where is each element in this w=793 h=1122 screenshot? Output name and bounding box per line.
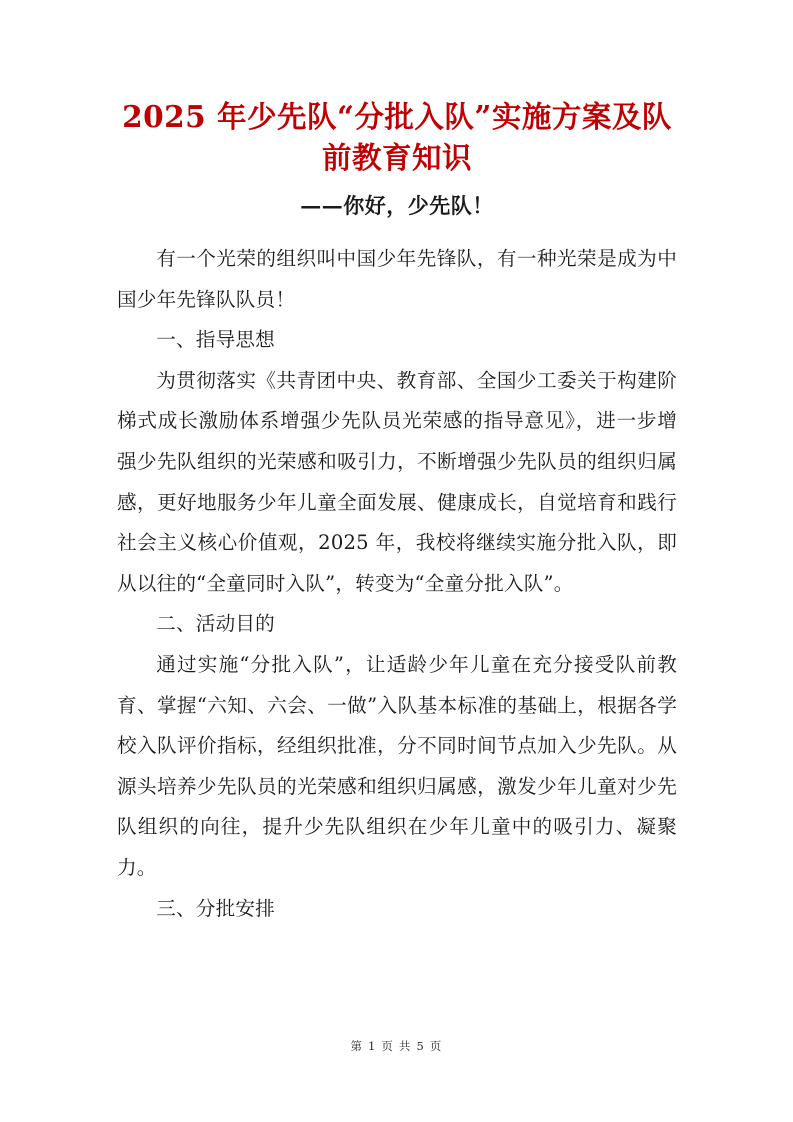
page-title-line-1: 2025 年少先队“分批入队”实施方案及队 [122,99,672,134]
section-heading: 三、分批安排 [156,896,275,920]
body-paragraph: 通过实施“分批入队”，让适龄少年儿童在充分接受队前教育、掌握“六知、六会、一做”入队基本标准的基础上，根据各学校入队评价指标，经组织批准，分不同时间节点加入少先队。从源头培养少先队员的光荣感和组织归属感，激发少年儿童对少先队组织的向往，提升少先队组织在少年儿童中的吸引力、凝聚力。 [117,652,677,879]
page-title-line-2: 前教育知识 [321,140,472,175]
body-paragraph: 有一个光荣的组织叫中国少年先锋队，有一种光荣是成为中国少年先锋队队员！ [117,247,677,311]
document-content [117,0,677,929]
body-paragraph: 为贯彻落实《共青团中央、教育部、全国少工委关于构建阶梯式成长激励体系增强少先队员光荣感的指导意见》，进一步增强少先队组织的光荣感和吸引力，不断增强少先队员的组织归属感，更好地服务少年儿童全面发展、健康成长，自觉培育和践行社会主义核心价值观，2025 年，我校将继续实施分批入队，即从以往的“全童同时入队”，转变为“全童分批入队”。 [117,368,677,595]
section-heading: 二、活动目的 [156,612,275,636]
section-heading: 一、指导思想 [156,328,275,352]
document-body [117,239,677,929]
page-title [117,0,677,178]
page-footer: 第 1 页 共 5 页 [350,1039,443,1053]
page-subtitle: ——你好，少先队！ [300,193,494,218]
